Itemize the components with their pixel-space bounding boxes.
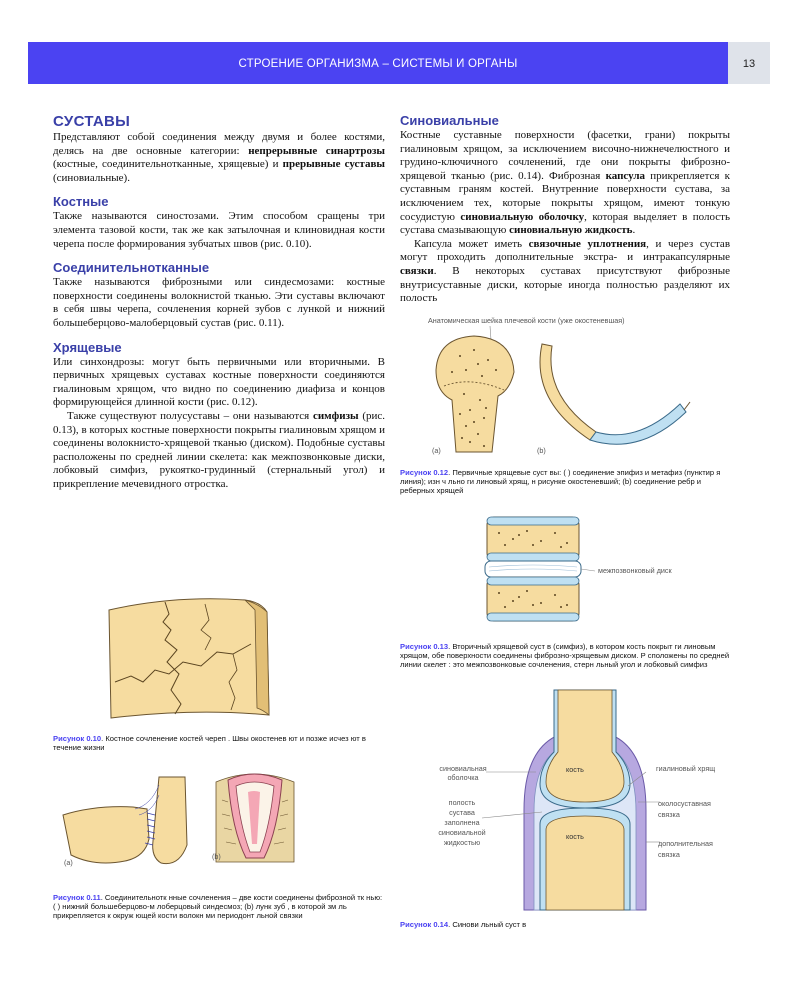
page-header [28,42,770,84]
figure-14-label-extra-ligament: дополнительная связка [658,839,713,859]
figure-14-label-bone-bottom: кость [566,832,584,841]
figure-14-label-synovial-membrane: синовиальная оболочка [439,764,487,782]
figure-14-synovial-joint-illustration [510,690,660,910]
intro-paragraph: Представляют собой соединения между двумя и более костями, делясь на две основные категории: непрерывные синартрозы (костные, соединительнотканные, хрящевые) и прерывные суставы (синовиальные). [53,131,386,184]
figure-13-caption: Рисунок 0.13. Вторичный хрящевой суст в (симфиз), в котором кость покрыт ги линовым хрящом, обе поверхности соединены фиброзно-хрящевым диском. Р сположены по средней линии скелет : это межпозвонковые сочленения, стерн льный угол и лобковый симфиз [400,642,730,670]
figure-12-label-a: (a) [432,446,441,455]
synovial-paragraph-2: Капсула может иметь связочные уплотнения, и через сустав могут проходить дополнительные экстра- и интракапсулярные связки. В некоторых суставах присутствуют фиброзные внутрисуставные диски, которые иногда полностью разделяют их полость [400,237,731,305]
figure-11-label-b: (b) [212,852,221,861]
figure-14-label-cavity: полость сустава заполнена синовиальной жидкостью [438,798,486,847]
figure-11-label-a: (a) [64,858,73,867]
figure-10-caption: Рисунок 0.10. Костное сочленение костей череп . Швы окостенев ют и позже исчез ют в течение жизни [53,734,366,753]
figure-14-label-capsule: околосуставная связка [658,799,711,819]
header-title: СТРОЕНИЕ ОРГАНИЗМА – СИСТЕМЫ И ОРГАНЫ [238,58,518,70]
figure-14-label-bone-top: кость [566,765,584,774]
figure-11-syndesmosis-illustration [55,775,195,875]
subheading-cartilaginous: Хрящевые [53,339,122,355]
figure-14-caption: Рисунок 0.14. Синови льный суст в [400,920,527,929]
figure-12-caption: Рисунок 0.12. Первичные хрящевые суст вы: ( ) соединение эпифиз и метафиз (пунктир я линия); изн ч льно ги линовый хрящ, н рисунке окостеневший; (b) соединение ребр и реберных хрящей [400,468,721,496]
left-column [53,113,385,491]
figure-12-top-label: Анатомическая шейка плечевой кости (уже окостеневшая) [428,316,625,325]
symphysis-paragraph: Также существуют полусуставы – они называются симфизы (рис. 0.13), в которых костные поверхности покрыты гиалиновым хрящом и соединены волокнисто-хрящевой тканью (диском). Подобные суставы расположены по средней линии скелета: как межпозвонковые диски, лобковый симфиз, рукоятко-грудинный (стернальный угол) и прикрепление мечевидного отростка. [53,409,385,490]
figure-12-humerus-illustration [430,330,520,455]
section-heading-joints: СУСТАВЫ [53,113,131,130]
figure-13-vertebral-disc-illustration [485,515,585,625]
figure-10-skull-suture-illustration [105,590,275,725]
figure-12-label-b: (b) [537,446,546,455]
subheading-synovial: Синовиальные [400,113,499,128]
synovial-paragraph-1: Костные суставные поверхности (фасетки, грани) покрыты гиалиновым хрящом, за исключением височно-нижнечелюстного и грудино-ключичного сочленений, где они покрыты фиброзно-хрящевой тканью (рис. 0.14). Фиброзная капсула прикрепляется к суставным граням костей. Внутренние поверхности сустава, за исключением тех, которые покрыты хрящом, имеют тонкую сосудистую синовиальную оболочку, которая выделяет в полость сустава смазывающую синовиальную жидкость. [400,129,731,237]
figure-11-tooth-socket-illustration [210,770,300,865]
cartilaginous-paragraph: Или синхондрозы: могут быть первичными или вторичными. В первичных хрящевых суставах костные поверхности соединяются гиалиновым хрящом, что видно по соединению диафиза и концов формирующейся длинной кости (рис. 0.12). [53,355,385,409]
figure-11-caption: Рисунок 0.11. Соединительнотк нные сочленения – две кости соединены фиброзной тк нью: ( ) нижний большеберцово-м лоберцовый синдесмоз; (b) лунк зуб , в которой зм ль прикрепляется к окруж ющей кости волокн ми периодонт льной связки [53,893,383,921]
fibrous-paragraph: Также называются фиброзными или синдесмозами: костные поверхности соединены волокнистой тканью. Эти суставы включают в себя швы черепа, сочленения корней зубов с лункой и нижний большеберцово-малоберцовый сустав (рис. 0.11). [53,276,385,329]
figure-14-label-hyaline: гиалиновый хрящ [656,764,716,773]
right-column [400,113,730,306]
page-number: 13 [728,42,770,84]
figure-12-rib-illustration [530,340,700,460]
bony-paragraph: Также называются синостозами. Этим способом сращены три элемента тазовой кости, так же как затылочная и клиновидная кости черепа после формирования зубчатых швов (рис. 0.10). [53,210,385,250]
subheading-bony: Костные [53,194,109,210]
figure-13-label-disc: межпозвонковый диск [598,566,672,575]
subheading-fibrous: Соединительнотканные [53,260,210,276]
